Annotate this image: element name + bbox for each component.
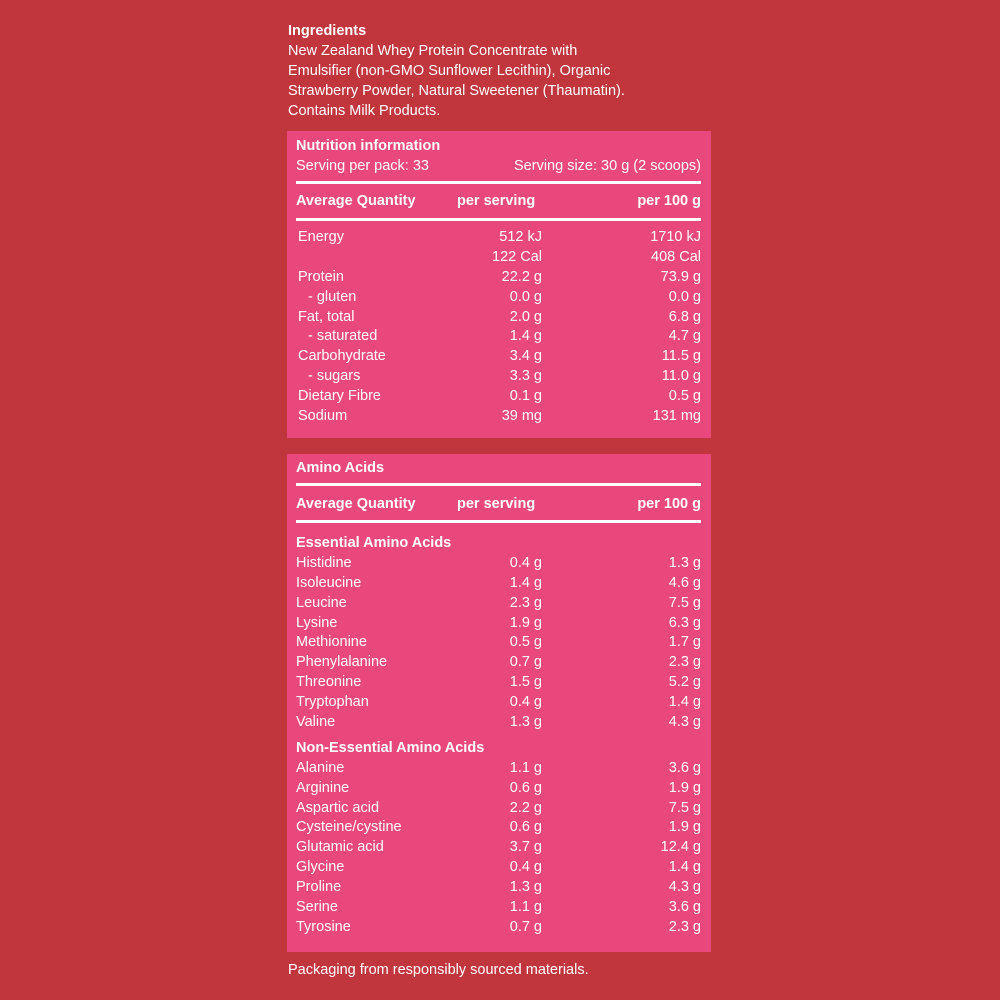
table-row — [296, 858, 701, 878]
per-100g-value: 0.5 g — [668, 388, 701, 405]
per-100g-value: 5.2 g — [668, 674, 701, 691]
servings-per-pack: Serving per pack: 33 — [296, 158, 429, 174]
per-serving-value: 2.3 g — [509, 594, 542, 611]
row-label: Serine — [296, 899, 338, 916]
ingredients-line: Contains Milk Products. — [288, 103, 441, 119]
non-essential-rows — [296, 759, 701, 938]
row-label: Glycine — [296, 859, 345, 876]
table-row — [298, 407, 701, 427]
per-serving-value: 22.2 g — [501, 268, 542, 285]
per-100g-value: 0.0 g — [668, 288, 701, 305]
table-row — [298, 347, 701, 367]
column-header-quantity: Average Quantity — [296, 496, 416, 512]
essential-heading: Essential Amino Acids — [296, 535, 452, 551]
table-row — [296, 653, 701, 673]
table-row — [296, 594, 701, 614]
row-label: Proline — [296, 879, 342, 896]
per-100g-value: 1.4 g — [668, 859, 701, 876]
ingredients-line: Strawberry Powder, Natural Sweetener (Thaumatin). — [288, 83, 625, 99]
per-serving-value: 122 Cal — [492, 248, 542, 265]
per-100g-value: 1.4 g — [668, 694, 701, 711]
per-100g-value: 3.6 g — [668, 759, 701, 776]
per-serving-value: 0.6 g — [509, 819, 542, 836]
per-100g-value: 1.9 g — [668, 779, 701, 796]
per-serving-value: 0.5 g — [509, 634, 542, 651]
row-label: Histidine — [296, 554, 352, 571]
row-label: Leucine — [296, 594, 347, 611]
ingredients-line: Emulsifier (non-GMO Sunflower Lecithin), Organic — [288, 63, 611, 79]
row-label: Arginine — [296, 779, 350, 796]
row-label: Glutamic acid — [296, 839, 384, 856]
amino-rows — [296, 534, 701, 938]
per-serving-value: 3.3 g — [509, 368, 542, 385]
per-serving-value: 1.9 g — [509, 614, 542, 631]
row-label: Fat, total — [298, 308, 355, 325]
per-100g-value: 11.0 g — [661, 368, 701, 385]
per-serving-value: 3.7 g — [509, 839, 542, 856]
per-serving-value: 0.4 g — [509, 554, 542, 571]
table-row — [296, 614, 701, 634]
per-100g-value: 73.9 g — [660, 268, 701, 285]
row-label: Dietary Fibre — [298, 388, 381, 405]
table-row — [298, 268, 701, 288]
per-serving-value: 1.3 g — [509, 714, 542, 731]
row-label: Sodium — [298, 408, 348, 425]
serving-info — [296, 156, 701, 176]
table-row — [296, 554, 701, 574]
nutrition-rows — [298, 228, 701, 427]
per-100g-value: 4.3 g — [668, 879, 701, 896]
table-row — [296, 779, 701, 799]
per-100g-value: 6.8 g — [668, 308, 701, 325]
ingredients-block — [288, 21, 708, 121]
per-serving-value: 3.4 g — [509, 348, 542, 365]
ingredients-line: New Zealand Whey Protein Concentrate with — [288, 43, 578, 59]
table-row — [296, 673, 701, 693]
table-row — [296, 759, 701, 779]
table-row — [296, 838, 701, 858]
per-serving-value: 39 mg — [501, 408, 542, 425]
per-100g-value: 6.3 g — [668, 614, 701, 631]
row-label: Phenylalanine — [296, 654, 388, 671]
nutrition-panel — [287, 131, 711, 438]
per-serving-value: 1.5 g — [509, 674, 542, 691]
per-serving-value: 2.0 g — [509, 308, 542, 325]
serving-size: Serving size: 30 g (2 scoops) — [514, 158, 701, 174]
table-row — [296, 693, 701, 713]
per-serving-value: 0.4 g — [509, 694, 542, 711]
column-header-per-100g: per 100 g — [637, 496, 701, 512]
amino-panel — [287, 454, 711, 952]
per-100g-value: 131 mg — [652, 408, 701, 425]
row-label: - saturated — [308, 328, 378, 345]
row-label: Tryptophan — [296, 694, 369, 711]
row-label: Threonine — [296, 674, 362, 691]
per-100g-value: 11.5 g — [661, 348, 701, 365]
amino-title: Amino Acids — [296, 460, 385, 476]
per-100g-value: 2.3 g — [668, 918, 701, 935]
row-label: - gluten — [308, 288, 357, 305]
per-serving-value: 0.7 g — [509, 918, 542, 935]
table-row — [298, 367, 701, 387]
per-serving-value: 0.1 g — [509, 388, 542, 405]
packaging-note: Packaging from responsibly sourced materials. — [288, 962, 589, 978]
table-row — [298, 228, 701, 248]
per-serving-value: 0.7 g — [509, 654, 542, 671]
per-serving-value: 1.1 g — [509, 899, 542, 916]
per-serving-value: 0.6 g — [509, 779, 542, 796]
per-serving-value: 1.4 g — [509, 574, 542, 591]
per-100g-value: 2.3 g — [668, 654, 701, 671]
per-100g-value: 1.7 g — [668, 634, 701, 651]
per-serving-value: 512 kJ — [499, 229, 542, 245]
per-serving-value: 2.2 g — [509, 799, 542, 816]
per-serving-value: 1.1 g — [509, 759, 542, 776]
ingredients-heading: Ingredients — [288, 23, 367, 39]
per-100g-value: 408 Cal — [651, 248, 701, 265]
table-row — [296, 799, 701, 819]
table-row — [296, 633, 701, 653]
column-header-quantity: Average Quantity — [296, 193, 416, 209]
column-header-per-100g: per 100 g — [637, 193, 701, 209]
table-row — [298, 327, 701, 347]
divider — [296, 218, 701, 221]
table-row — [296, 818, 701, 838]
per-100g-value: 4.6 g — [668, 574, 701, 591]
row-label: Methionine — [296, 634, 367, 651]
row-label: Aspartic acid — [296, 799, 380, 816]
divider — [296, 483, 701, 486]
per-100g-value: 1.3 g — [668, 554, 701, 571]
per-100g-value: 3.6 g — [668, 899, 701, 916]
row-label: Valine — [296, 714, 336, 731]
per-100g-value: 1.9 g — [668, 819, 701, 836]
per-100g-value: 4.7 g — [668, 328, 701, 345]
table-row — [298, 308, 701, 328]
per-100g-value: 1710 kJ — [650, 229, 701, 245]
table-row — [296, 898, 701, 918]
row-label: Isoleucine — [296, 574, 362, 591]
row-label: Energy — [298, 229, 344, 245]
per-serving-value: 0.0 g — [509, 288, 542, 305]
table-row — [296, 574, 701, 594]
table-row — [296, 713, 701, 733]
nutrition-title: Nutrition information — [296, 138, 441, 154]
row-label: Protein — [298, 268, 344, 285]
table-row — [298, 387, 701, 407]
per-100g-value: 7.5 g — [668, 799, 701, 816]
per-100g-value: 7.5 g — [668, 594, 701, 611]
column-header-per-serving: per serving — [457, 193, 536, 209]
table-row — [298, 248, 701, 268]
per-100g-value: 12.4 g — [660, 839, 701, 856]
column-header-per-serving: per serving — [457, 496, 536, 512]
row-label: Tyrosine — [296, 918, 351, 935]
divider — [296, 181, 701, 184]
per-serving-value: 1.4 g — [509, 328, 542, 345]
table-row — [296, 878, 701, 898]
per-serving-value: 1.3 g — [509, 879, 542, 896]
per-100g-value: 4.3 g — [668, 714, 701, 731]
row-label: - sugars — [308, 368, 361, 385]
table-row — [298, 288, 701, 308]
row-label: Alanine — [296, 759, 345, 776]
divider — [296, 520, 701, 523]
table-row — [296, 918, 701, 938]
row-label: Cysteine/cystine — [296, 819, 402, 836]
essential-rows — [296, 554, 701, 733]
row-label: Lysine — [296, 614, 338, 631]
per-serving-value: 0.4 g — [509, 859, 542, 876]
non-essential-heading: Non-Essential Amino Acids — [296, 739, 485, 756]
row-label: Carbohydrate — [298, 348, 386, 365]
